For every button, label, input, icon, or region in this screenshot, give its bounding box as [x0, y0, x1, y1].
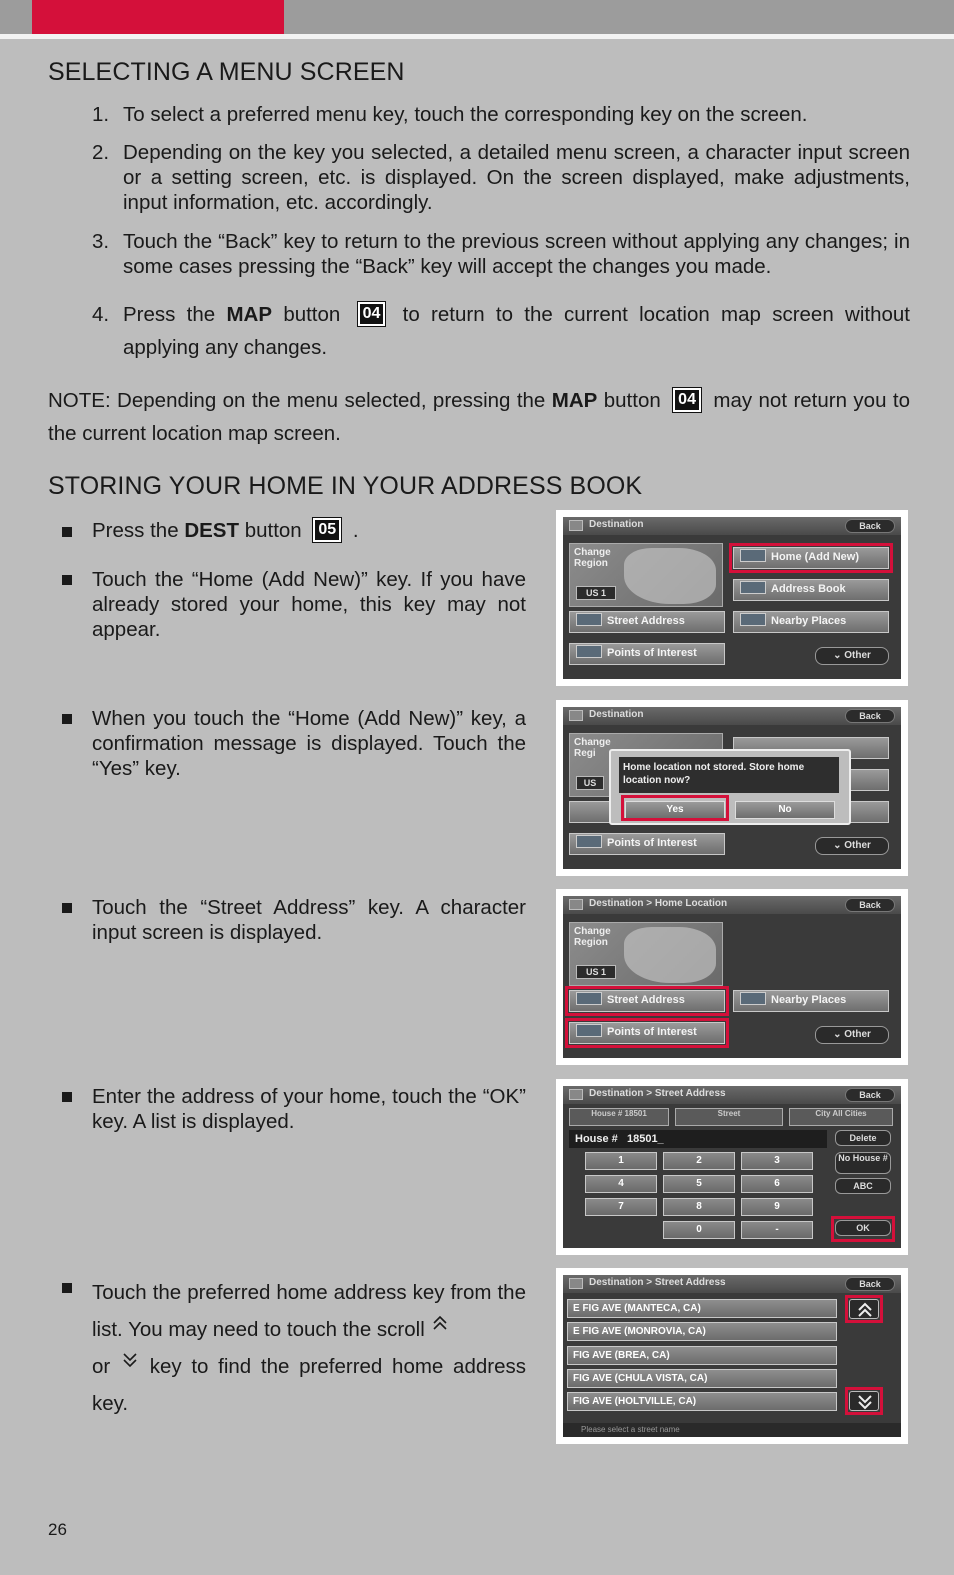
nav-screen	[563, 517, 901, 679]
bullet-square	[62, 1283, 72, 1293]
bullet-text-pre: Press the	[92, 519, 179, 542]
house-number-value: 18501_	[626, 1133, 664, 1145]
nav-screen	[563, 896, 901, 1058]
other-button[interactable]: ⌄ Other	[815, 837, 889, 855]
points-of-interest-button[interactable]	[569, 1022, 725, 1044]
key-8[interactable]: 8	[663, 1198, 735, 1216]
list-item[interactable]: E FIG AVE (MONROVIA, CA)	[567, 1322, 837, 1341]
other-label: Other	[844, 650, 871, 661]
screen-title: Destination	[589, 519, 644, 530]
destination-icon	[569, 710, 583, 721]
screenshot-address-entry	[556, 1079, 908, 1255]
change-region-label: Change Regi	[574, 737, 611, 759]
scroll-down-icon	[856, 1394, 874, 1410]
bullet-text-post: key to find the preferred home address key.	[92, 1355, 526, 1415]
bullet-text	[92, 516, 526, 546]
bullet-text: Touch the “Street Address” key. A character input screen is displayed.	[92, 896, 526, 944]
back-button[interactable]: Back	[845, 709, 895, 723]
home-add-new-label: Home (Add New)	[771, 551, 859, 563]
poi-icon	[576, 645, 602, 658]
street-address-button[interactable]	[569, 990, 725, 1012]
bullet-square	[62, 1092, 72, 1102]
button-number-badge: 04	[673, 388, 701, 412]
bullet-text-post: .	[352, 519, 359, 542]
other-label: Other	[844, 840, 871, 851]
button-number-badge: 04	[358, 302, 386, 326]
bullet-4	[62, 895, 526, 945]
bullet-text	[92, 1274, 526, 1422]
step-number: 2.	[92, 141, 110, 164]
nearby-places-button[interactable]	[733, 990, 889, 1012]
screen-title: Destination	[589, 709, 644, 720]
note	[48, 384, 910, 450]
button-number-badge: 05	[313, 518, 341, 542]
poi-label: Points of Interest	[607, 647, 697, 659]
step-number: 3.	[92, 230, 110, 253]
bullet-text: Enter the address of your home, touch the “OK” key. A list is displayed.	[92, 1085, 526, 1133]
key-hyphen[interactable]: -	[741, 1221, 813, 1239]
scroll-up-icon	[432, 1314, 448, 1332]
scroll-down-button[interactable]	[849, 1391, 879, 1411]
nearby-places-button[interactable]	[733, 611, 889, 633]
bullet-text-pre: Touch the preferred home address key from the list. You may need to touch the scroll	[92, 1281, 526, 1341]
region-label: US 1	[576, 965, 616, 979]
region-label: US	[576, 776, 604, 790]
nav-screen	[563, 1086, 901, 1248]
dialog-message: Home location not stored. Store home location now?	[619, 757, 839, 793]
back-button[interactable]: Back	[845, 1277, 895, 1291]
nearby-icon	[740, 992, 766, 1005]
map-button-label: MAP	[226, 303, 273, 326]
us-map-icon	[624, 927, 716, 983]
key-9[interactable]: 9	[741, 1198, 813, 1216]
nearby-icon	[740, 613, 766, 626]
destination-icon	[569, 520, 583, 531]
bullet-text: When you touch the “Home (Add New)” key, a confirmation message is displayed. Touch the “Yes” key.	[92, 707, 526, 780]
top-rule	[0, 34, 954, 39]
note-mid: button	[603, 389, 661, 412]
screenshot-street-list	[556, 1268, 908, 1444]
home-add-new-button[interactable]	[733, 547, 889, 569]
screenshot-home-location	[556, 889, 908, 1065]
change-region-button[interactable]	[569, 922, 723, 986]
scroll-down-icon	[122, 1351, 138, 1369]
back-button[interactable]: Back	[845, 898, 895, 912]
step-text: Touch the “Back” key to return to the previous screen without applying any changes; in some cases pressing the “Back” key will accept the changes you made.	[123, 230, 910, 278]
list-item[interactable]: E FIG AVE (MANTECA, CA)	[567, 1299, 837, 1318]
nav-screen	[563, 707, 901, 869]
confirmation-dialog	[609, 749, 851, 825]
list-item[interactable]: FIG AVE (CHULA VISTA, CA)	[567, 1369, 837, 1388]
step-text	[123, 298, 910, 364]
poi-label: Points of Interest	[607, 837, 697, 849]
step-text: Depending on the key you selected, a detailed menu screen, a character input screen or a setting screen, etc. is displayed. On the screen displayed, make adjustments, input information, etc. accordingly.	[123, 141, 910, 214]
house-number-tab[interactable]: House # 18501	[569, 1108, 669, 1126]
us-map-icon	[624, 548, 716, 604]
destination-icon	[569, 1089, 583, 1100]
address-book-label: Address Book	[771, 583, 846, 595]
step-text-pre: Press the	[123, 303, 216, 326]
key-0[interactable]: 0	[663, 1221, 735, 1239]
top-bar	[0, 0, 954, 34]
back-button[interactable]: Back	[845, 1088, 895, 1102]
nearby-places-label: Nearby Places	[771, 994, 847, 1006]
key-5[interactable]: 5	[663, 1175, 735, 1193]
note-pre: NOTE: Depending on the menu selected, pressing the	[48, 389, 546, 412]
home-icon	[740, 549, 766, 562]
house-number-input[interactable]	[569, 1130, 827, 1148]
step-3	[92, 229, 910, 279]
street-address-label: Street Address	[607, 994, 685, 1006]
other-label: Other	[844, 1029, 871, 1040]
step-4	[92, 298, 910, 364]
city-tab[interactable]: City All Cities	[789, 1108, 893, 1126]
key-7[interactable]: 7	[585, 1198, 657, 1216]
step-number: 4.	[92, 303, 110, 326]
no-button[interactable]: No	[735, 801, 835, 819]
street-icon	[576, 613, 602, 626]
bullet-2	[62, 567, 526, 642]
destination-icon	[569, 1278, 583, 1289]
change-region-label: Change Region	[574, 926, 611, 948]
screen-footer: Please select a street name	[563, 1423, 901, 1437]
page-number: 26	[48, 1520, 67, 1539]
address-book-icon	[740, 581, 766, 594]
other-button[interactable]: ⌄ Other	[815, 1026, 889, 1044]
poi-icon	[576, 835, 602, 848]
step-number: 1.	[92, 103, 110, 126]
screen-title: Destination > Street Address	[589, 1277, 726, 1288]
step-2	[92, 140, 910, 215]
street-icon	[576, 992, 602, 1005]
key-2[interactable]: 2	[663, 1152, 735, 1170]
key-1[interactable]: 1	[585, 1152, 657, 1170]
bullet-text-mid: button	[244, 519, 302, 542]
abc-button[interactable]: ABC	[835, 1178, 891, 1194]
house-number-label: House #	[575, 1133, 618, 1145]
poi-icon	[576, 1024, 602, 1037]
address-book-button[interactable]	[733, 579, 889, 601]
list-item[interactable]: FIG AVE (HOLTVILLE, CA)	[567, 1392, 837, 1411]
scroll-up-icon	[856, 1302, 874, 1318]
screenshot-confirmation	[556, 700, 908, 876]
section-title-storing: STORING YOUR HOME IN YOUR ADDRESS BOOK	[48, 472, 643, 500]
points-of-interest-button[interactable]	[569, 643, 725, 665]
bullet-1	[62, 516, 526, 546]
bullet-square	[62, 575, 72, 585]
bullet-square	[62, 527, 72, 537]
step-text-post: to return to the current location map screen without applying any changes.	[123, 303, 910, 359]
note-post: may not return you to the current location map screen.	[48, 389, 910, 445]
ok-button[interactable]: OK	[835, 1220, 891, 1236]
points-of-interest-button[interactable]	[569, 833, 725, 855]
bullet-6	[62, 1274, 526, 1422]
key-3[interactable]: 3	[741, 1152, 813, 1170]
screen-title: Destination > Home Location	[589, 898, 728, 909]
nearby-places-label: Nearby Places	[771, 615, 847, 627]
key-6[interactable]: 6	[741, 1175, 813, 1193]
top-bar-accent	[32, 0, 284, 34]
other-button[interactable]: ⌄ Other	[815, 647, 889, 665]
bullet-3	[62, 706, 526, 781]
screenshot-destination-menu	[556, 510, 908, 686]
bullet-text: Touch the “Home (Add New)” key. If you have already stored your home, this key may not appear.	[92, 568, 526, 641]
step-text-mid: button	[283, 303, 341, 326]
list-item[interactable]: FIG AVE (BREA, CA)	[567, 1346, 837, 1365]
back-button[interactable]: Back	[845, 519, 895, 533]
bullet-text-or: or	[92, 1355, 111, 1378]
yes-button[interactable]: Yes	[625, 801, 725, 819]
bullet-square	[62, 903, 72, 913]
street-address-label: Street Address	[607, 615, 685, 627]
change-region-button[interactable]	[569, 543, 723, 607]
dest-button-label: DEST	[184, 519, 239, 542]
step-text: To select a preferred menu key, touch the corresponding key on the screen.	[123, 103, 808, 126]
street-address-button[interactable]	[569, 611, 725, 633]
scroll-up-button[interactable]	[849, 1299, 879, 1319]
no-house-number-button[interactable]: No House #	[835, 1152, 891, 1174]
screen-title: Destination > Street Address	[589, 1088, 726, 1099]
change-region-label: Change Region	[574, 547, 611, 569]
street-tab[interactable]: Street	[675, 1108, 783, 1126]
destination-icon	[569, 899, 583, 910]
step-1	[92, 102, 910, 127]
region-label: US 1	[576, 586, 616, 600]
section-title-selecting: SELECTING A MENU SCREEN	[48, 58, 405, 86]
key-4[interactable]: 4	[585, 1175, 657, 1193]
map-button-label: MAP	[551, 389, 598, 412]
bullet-5	[62, 1084, 526, 1134]
delete-button[interactable]: Delete	[835, 1130, 891, 1146]
poi-label: Points of Interest	[607, 1026, 697, 1038]
nav-screen	[563, 1275, 901, 1437]
bullet-square	[62, 714, 72, 724]
